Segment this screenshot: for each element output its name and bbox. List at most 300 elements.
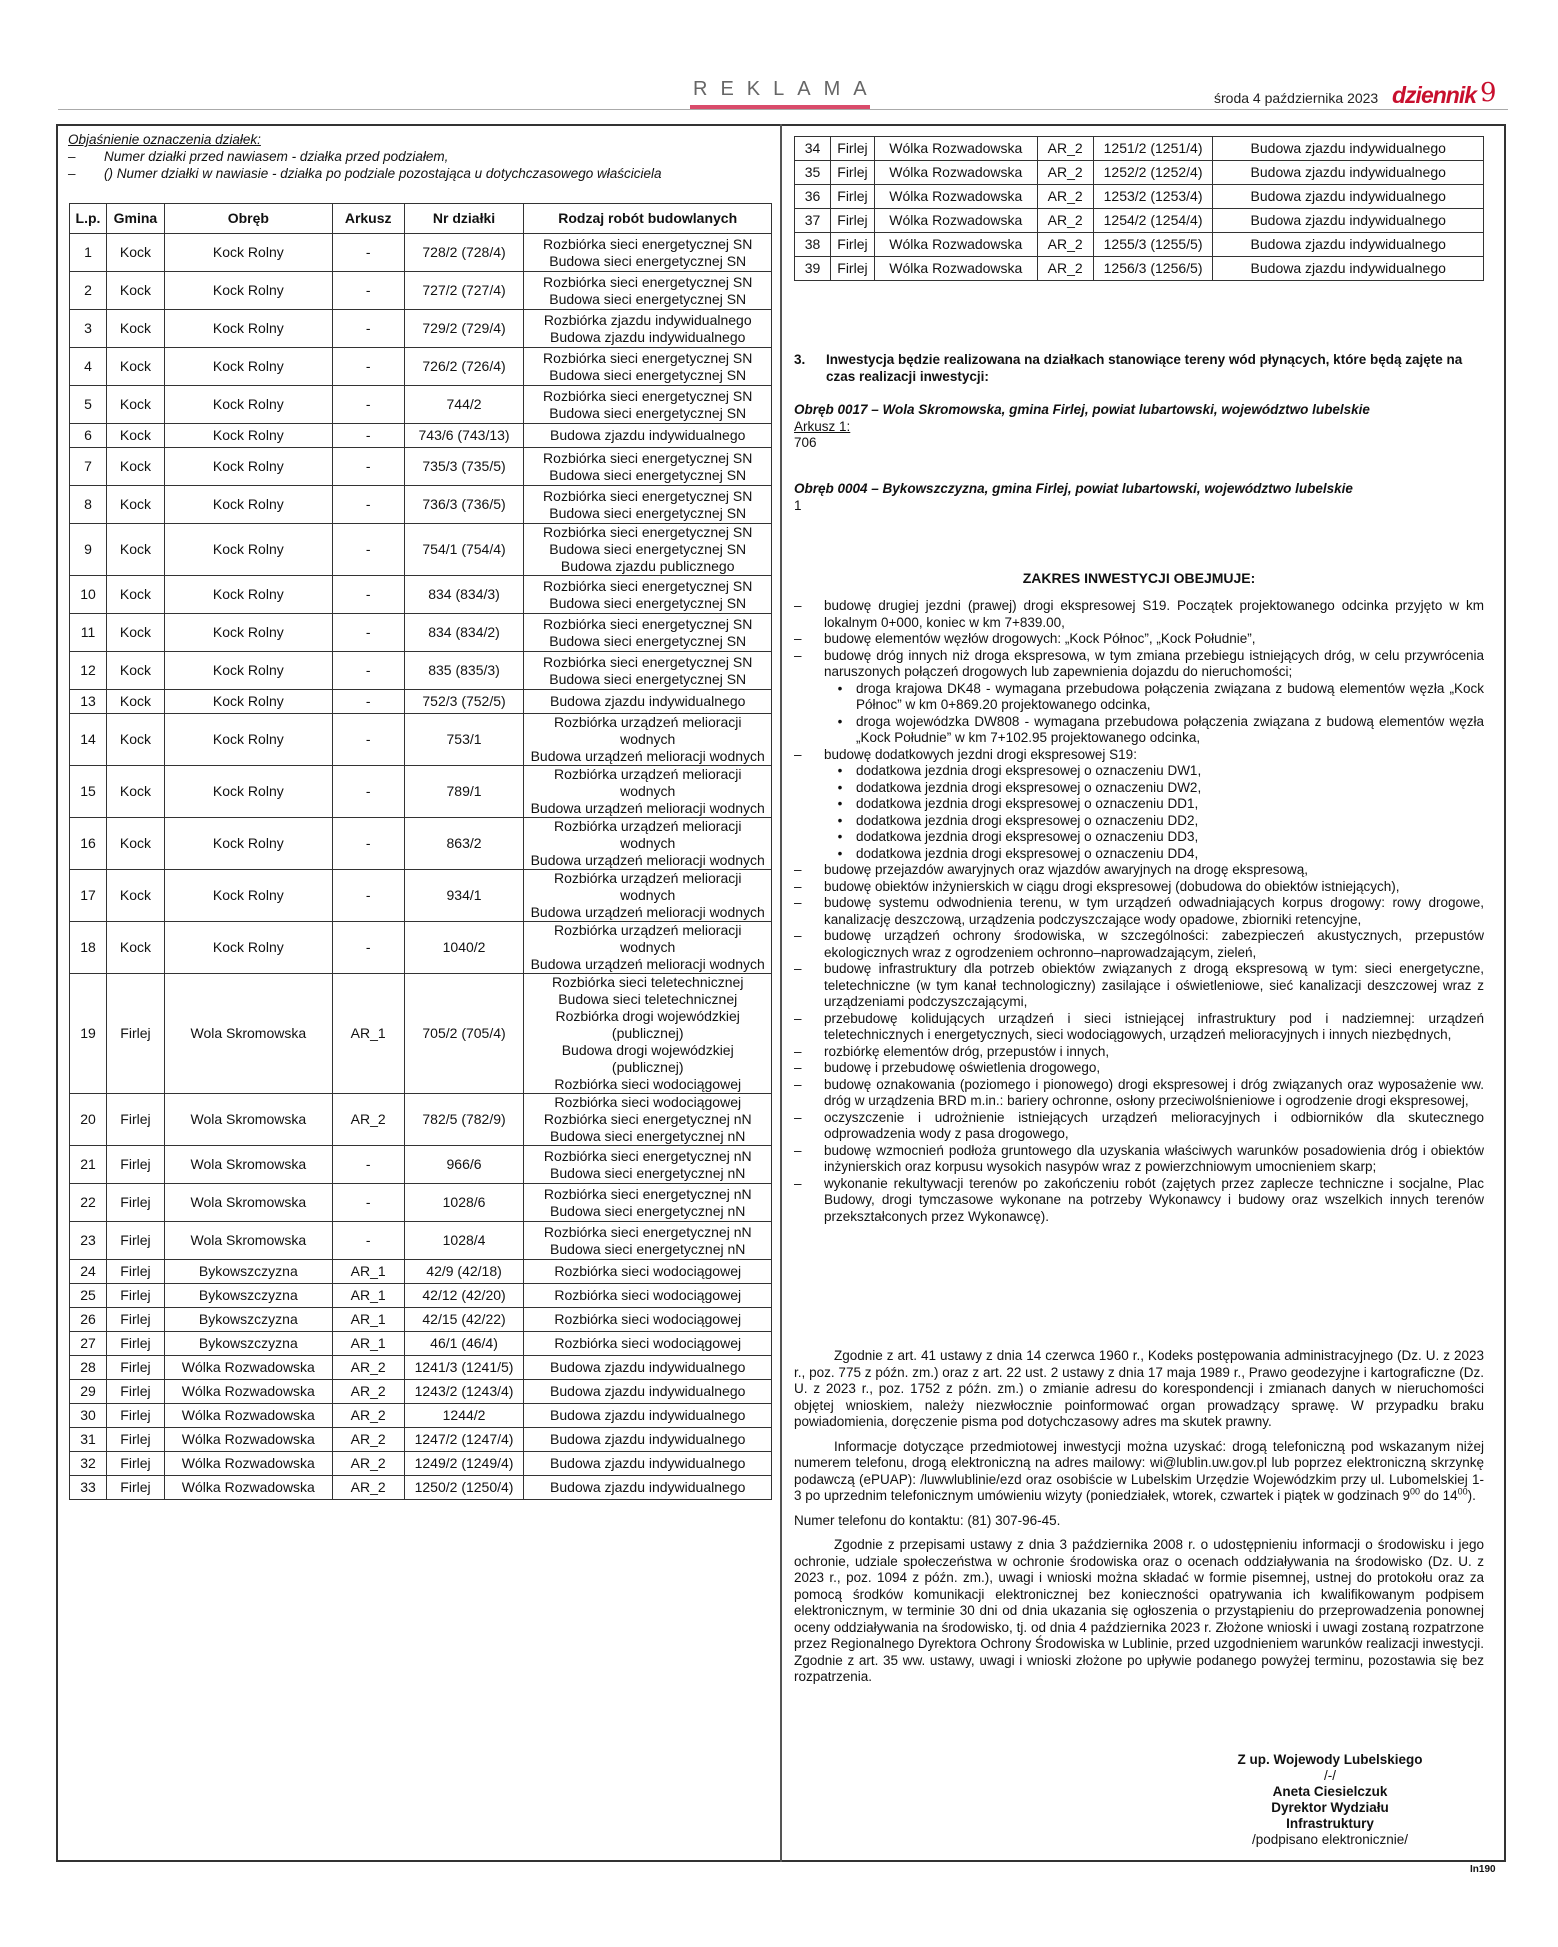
bullet-icon: • [837,763,843,778]
dash-marker: – [794,1043,802,1059]
table-cell: Rozbiórka zjazdu indywidualnego Budowa zjazdu indywidualnego [524,310,772,348]
dash-marker: – [794,1175,802,1191]
table-cell: AR_2 [332,1356,404,1380]
scope-item [794,1077,1484,1110]
table-row [70,714,772,766]
table-row [70,870,772,922]
table-cell: Rozbiórka sieci energetycznej SN Budowa sieci energetycznej SN [524,486,772,524]
table-cell: Wólka Rozwadowska [164,1452,332,1476]
table-cell: - [332,448,404,486]
table-cell: Budowa zjazdu indywidualnego [524,1380,772,1404]
table-cell: AR_2 [332,1094,404,1146]
table-cell: Rozbiórka sieci energetycznej nN Budowa sieci energetycznej nN [524,1146,772,1184]
table-cell: - [332,486,404,524]
table-row [795,257,1484,281]
table-cell: Rozbiórka sieci energetycznej SN Budowa sieci energetycznej SN [524,386,772,424]
table-cell: 42/15 (42/22) [404,1308,524,1332]
table-row [70,1380,772,1404]
table-cell: Wola Skromowska [164,1094,332,1146]
table-cell: Budowa zjazdu indywidualnego [524,690,772,714]
table-cell: 34 [795,137,831,161]
table-cell: Firlej [106,1094,164,1146]
table-row [70,576,772,614]
table-cell: Kock [106,766,164,818]
table-cell: 19 [70,974,107,1094]
signature-line: /-/ [1324,1768,1336,1783]
table-row [70,766,772,818]
table-cell: 1254/2 (1254/4) [1093,209,1213,233]
table-cell: AR_2 [332,1428,404,1452]
issue-date: środa 4 października 2023 [1214,90,1379,106]
table-cell: - [332,310,404,348]
scope-item [794,648,1484,681]
ad-code: In190 [1470,1864,1496,1875]
table-cell: - [332,1222,404,1260]
table-row [70,310,772,348]
table-cell: Kock [106,690,164,714]
table-cell: Wólka Rozwadowska [164,1380,332,1404]
bullet-icon: • [837,796,843,811]
table-cell: Firlej [830,233,874,257]
table-cell: - [332,576,404,614]
table-cell: Rozbiórka urządzeń melioracji wodnych Budowa urządzeń melioracji wodnych [524,766,772,818]
bullet-icon: • [837,713,843,729]
paragraph-environment: Zgodnie z przepisami ustawy z dnia 3 października 2008 r. o udostępnieniu informacji o środowisku i jego ochronie, udziale społeczeństwa w ochronie środowiska oraz o ocenach oddziaływania na środowisko (Dz. U. z 2023 r., poz. 1094 z późn. zm.), uwagi i wnioski można składać w formie pisemnej, ustnej do protokołu oraz za pomocą środków komunikacji elektronicznej bez konieczności opatrywania ich kwalifikowanym podpisem elektronicznym, w terminie 30 dni od dnia ukazania się ogłoszenia o przystąpieniu do przeprowadzenia ponownej oceny oddziaływania na środowisko, tj. od dnia 4 października 2023 r. Złożone wnioski i uwagi zostaną rozpatrzone przez Regionalnego Dyrektora Ochrony Środowiska w Lublinie, przed uzgodnieniem warunków realizacji inwestycji. Zgodnie z art. 35 ww. ustawy, uwagi i wnioski złożone po upływie podanego powyżej terminu, pozostawia się bez rozpatrzenia. [794,1537,1484,1684]
table-cell: 1247/2 (1247/4) [404,1428,524,1452]
table-cell: Kock [106,524,164,576]
table-cell: 1252/2 (1252/4) [1093,161,1213,185]
table-cell: 38 [795,233,831,257]
scope-item-text: rozbiórkę elementów dróg, przepustów i innych, [824,1043,1110,1059]
table-cell: 1028/6 [404,1184,524,1222]
table-cell: 1249/2 (1249/4) [404,1452,524,1476]
table-cell: - [332,766,404,818]
table-cell: Kock [106,310,164,348]
scope-item-text: budowę wzmocnień podłoża gruntowego dla uzyskania właściwych warunków posadowienia dróg i obiektów inżynierskich oraz korpusu wysokich nasypów wraz z powierzchniowym umocnieniem skarp; [824,1142,1484,1174]
table-row [70,690,772,714]
page-header [0,78,1558,108]
table-cell: Kock Rolny [164,690,332,714]
table-cell: Kock [106,386,164,424]
table-cell: Kock Rolny [164,766,332,818]
table-cell: AR_2 [332,1476,404,1500]
table-cell: 6 [70,424,107,448]
bullet-icon: • [837,812,843,828]
table-cell: Kock [106,234,164,272]
dash-marker: – [794,878,802,894]
table-row [795,185,1484,209]
table-cell: 835 (835/3) [404,652,524,690]
table-cell: Rozbiórka sieci wodociągowej Rozbiórka sieci energetycznej nN Budowa sieci energetycznej nN [524,1094,772,1146]
table-cell: 1253/2 (1253/4) [1093,185,1213,209]
table-cell: AR_2 [1037,185,1093,209]
table-cell: 8 [70,486,107,524]
table-cell: Wólka Rozwadowska [164,1404,332,1428]
table-cell: 1241/3 (1241/5) [404,1356,524,1380]
column-divider [780,124,782,1862]
table-cell: 1243/2 (1243/4) [404,1380,524,1404]
table-cell: Budowa zjazdu indywidualnego [1213,233,1484,257]
table-cell: - [332,870,404,922]
dash-marker: – [794,631,802,646]
table-cell: - [332,234,404,272]
table-cell: 24 [70,1260,107,1284]
scope-item-text: budowę dróg innych niż droga ekspresowa, w tym zmiana przebiegu istniejących dróg, w celu przywrócenia naruszonych połączeń drogowych lub zapewnienia dojazdu do nieruchomości; [824,647,1484,679]
table-cell: 30 [70,1404,107,1428]
signature-line: Aneta Ciesielczuk [1272,1784,1388,1799]
table-cell: Kock [106,652,164,690]
table-cell: 29 [70,1380,107,1404]
table-row [70,348,772,386]
table-cell: AR_2 [332,1404,404,1428]
table-cell: Rozbiórka sieci energetycznej SN Budowa sieci energetycznej SN [524,348,772,386]
table-cell: Rozbiórka sieci energetycznej nN Budowa sieci energetycznej nN [524,1184,772,1222]
table-cell: Firlej [106,1284,164,1308]
table-cell: AR_2 [1037,209,1093,233]
signature-line: /podpisano elektronicznie/ [1251,1832,1409,1847]
table-cell: Rozbiórka sieci wodociągowej [524,1332,772,1356]
table-cell: Wólka Rozwadowska [874,209,1037,233]
scope-item-text: przebudowę kolidujących urządzeń i sieci istniejącej infrastruktury pod i nadziemnej: urządzeń teletechnicznych i energetycznych, sieci wodociągowych, urządzeń melioracyjnych i innych niezbędnych, [824,1010,1484,1042]
table-cell: 834 (834/3) [404,576,524,614]
sheet-label: Arkusz 1: [794,418,851,434]
table-row [70,1404,772,1428]
table-cell: 728/2 (728/4) [404,234,524,272]
table-cell: 16 [70,818,107,870]
table-row [70,974,772,1094]
scope-item-text: budowę dodatkowych jezdni drogi ekspresowej S19: [824,746,1137,762]
header-rule [58,109,1508,110]
table-cell: Wólka Rozwadowska [874,257,1037,281]
table-cell: 5 [70,386,107,424]
table-row [70,1094,772,1146]
table-cell: Kock [106,272,164,310]
table-cell: Kock Rolny [164,524,332,576]
obreb-block-2 [794,481,1484,514]
scope-item [794,1110,1484,1143]
table-cell: 1 [70,234,107,272]
table-cell: Rozbiórka sieci teletechnicznej Budowa sieci teletechnicznej Rozbiórka drogi wojewódzkiej (publicznej) Budowa drogi wojewódzkiej (publicznej) Rozbiórka sieci wodociągowej [524,974,772,1094]
table-cell: Firlej [106,974,164,1094]
table-cell: 18 [70,922,107,974]
table-cell: 735/3 (735/5) [404,448,524,486]
dash-marker: – [794,598,802,613]
scope-item-text: budowę oznakowania (poziomego i pionowego) drogi ekspresowej i dróg związanych oraz wyposażenie ww. dróg w urządzenia BRD m.in.: bariery ochronne, osłony przeciwolśnieniowe i ogrodzenie drogi ekspresowej, [824,1076,1484,1108]
table-cell: 2 [70,272,107,310]
scope-list [794,598,1484,1225]
table-cell: Kock Rolny [164,922,332,974]
table-cell: Rozbiórka sieci energetycznej SN Budowa sieci energetycznej SN [524,652,772,690]
table-cell: 13 [70,690,107,714]
table-cell: 12 [70,652,107,690]
table-cell: 863/2 [404,818,524,870]
table-row [70,272,772,310]
scope-subitem [794,796,1484,813]
section-text: Inwestycja będzie realizowana na działkach stanowiące tereny wód płynących, które będą zajęte na czas realizacji inwestycji: [826,352,1463,384]
table-cell: 727/2 (727/4) [404,272,524,310]
table-cell: Budowa zjazdu indywidualnego [1213,209,1484,233]
table-cell: Budowa zjazdu indywidualnego [524,1476,772,1500]
table-row [70,386,772,424]
table-cell: - [332,714,404,766]
table-cell: Rozbiórka sieci energetycznej SN Budowa sieci energetycznej SN [524,614,772,652]
table-cell: 9 [70,524,107,576]
section-label: REKLAMA [693,78,880,100]
scope-item-text: budowę obiektów inżynierskich w ciągu drogi ekspresowej (dobudowa do obiektów istniejących), [824,878,1400,894]
scope-subitem-text: droga wojewódzka DW808 - wymagana przebudowa połączenia związana z budową elementów węzła „Kock Południe” w km 7+102.95 projektowanego odcinka, [856,713,1484,745]
table-cell: Firlej [106,1452,164,1476]
table-cell: Rozbiórka sieci energetycznej SN Budowa sieci energetycznej SN [524,448,772,486]
table-row [70,1428,772,1452]
table-cell: Kock Rolny [164,870,332,922]
table-cell: Rozbiórka sieci energetycznej SN Budowa sieci energetycznej SN [524,234,772,272]
table-cell: Budowa zjazdu indywidualnego [524,1452,772,1476]
table-cell: Kock [106,870,164,922]
table-cell: Kock [106,486,164,524]
table-row [70,1308,772,1332]
scope-item [794,961,1484,1011]
table-cell: Bykowszczyzna [164,1308,332,1332]
table-cell: Wola Skromowska [164,1222,332,1260]
scope-item [794,747,1484,764]
table-cell: Firlej [106,1308,164,1332]
table-cell: 25 [70,1284,107,1308]
table-cell: 1256/3 (1256/5) [1093,257,1213,281]
table-cell: 743/6 (743/13) [404,424,524,448]
section-3 [794,352,1484,385]
bullet-icon: • [837,779,843,795]
table-cell: 744/2 [404,386,524,424]
table-cell: Rozbiórka sieci energetycznej SN Budowa sieci energetycznej SN Budowa zjazdu publicznego [524,524,772,576]
table-cell: 17 [70,870,107,922]
legend-line: – () Numer działki w nawiasie - działka po podziale pozostająca u dotychczasowego właściciela [68,166,662,181]
table-cell: AR_2 [1037,161,1093,185]
table-cell: 33 [70,1476,107,1500]
notice-paragraphs [794,1348,1484,1694]
table-cell: 15 [70,766,107,818]
table-cell: 35 [795,161,831,185]
table-row [70,486,772,524]
table-cell: 14 [70,714,107,766]
scope-title: ZAKRES INWESTYCJI OBEJMUJE: [1022,570,1256,586]
scope-item-text: budowę i przebudowę oświetlenia drogowego, [824,1060,1101,1075]
table-cell: Kock [106,714,164,766]
table-cell: Wólka Rozwadowska [164,1356,332,1380]
table-cell: 3 [70,310,107,348]
obreb-title: Obręb 0017 – Wola Skromowska, gmina Firlej, powiat lubartowski, województwo lubelskie [794,402,1370,417]
table-row [70,448,772,486]
scope-item-text: budowę elementów węzłów drogowych: „Kock Północ”, „Kock Południe”, [824,631,1256,646]
table-cell: Kock [106,576,164,614]
table-cell: 1244/2 [404,1404,524,1428]
dash-marker: – [794,895,802,910]
scope-item [794,895,1484,928]
table-cell: Wólka Rozwadowska [874,185,1037,209]
table-cell: Wólka Rozwadowska [874,161,1037,185]
col-header: Obręb [164,204,332,234]
legend-title: Objaśnienie oznaczenia działek: [68,132,261,147]
scope-item [794,879,1484,896]
table-cell: Budowa zjazdu indywidualnego [524,1404,772,1428]
scope-item [794,598,1484,631]
table-cell: Firlej [106,1332,164,1356]
table-cell: Firlej [106,1146,164,1184]
table-row [70,1222,772,1260]
col-header: Arkusz [332,204,404,234]
scope-subitem-text: dodatkowa jezdnia drogi ekspresowej o oznaczeniu DW1, [856,763,1202,778]
plots-table-left [69,203,772,1500]
table-cell: 729/2 (729/4) [404,310,524,348]
table-cell: 23 [70,1222,107,1260]
legend-line: – Numer działki przed nawiasem - działka przed podziałem, [68,149,449,164]
signature-line: Dyrektor Wydziału [1271,1800,1389,1815]
table-cell: 754/1 (754/4) [404,524,524,576]
table-cell: Firlej [106,1260,164,1284]
table-cell: Firlej [830,137,874,161]
table-cell: 1251/2 (1251/4) [1093,137,1213,161]
table-cell: Firlej [106,1404,164,1428]
scope-item [794,862,1484,879]
scope-item [794,1060,1484,1077]
phone-line: Numer telefonu do kontaktu: (81) 307-96-45. [794,1512,1061,1528]
table-cell: Budowa zjazdu indywidualnego [524,424,772,448]
table-cell: 726/2 (726/4) [404,348,524,386]
table-row [70,1452,772,1476]
table-cell: Bykowszczyzna [164,1260,332,1284]
table-cell: AR_2 [1037,257,1093,281]
bullet-icon: • [837,680,843,696]
table-cell: Firlej [106,1428,164,1452]
table-row [70,922,772,974]
table-cell: Budowa zjazdu indywidualnego [524,1356,772,1380]
scope-subitem-text: dodatkowa jezdnia drogi ekspresowej o oznaczeniu DD1, [856,796,1199,811]
col-header: Gmina [106,204,164,234]
table-cell: Firlej [106,1222,164,1260]
scope-item-text: budowę systemu odwodnienia terenu, w tym urządzeń odwadniających korpus drogowy: rowy drogowe, kanalizację deszczową, urządzenia podczyszczające wody opadowe, zbiorniki retencyjne, [824,895,1484,927]
table-header-row [70,204,772,234]
table-cell: Bykowszczyzna [164,1284,332,1308]
table-cell: Wólka Rozwadowska [874,137,1037,161]
table-row [795,233,1484,257]
table-cell: Kock Rolny [164,714,332,766]
table-cell: 31 [70,1428,107,1452]
table-cell: AR_2 [1037,137,1093,161]
table-cell: 966/6 [404,1146,524,1184]
scope-item [794,928,1484,961]
table-cell: Rozbiórka sieci energetycznej SN Budowa sieci energetycznej SN [524,272,772,310]
table-cell: Kock Rolny [164,486,332,524]
dash-marker: – [794,746,802,762]
dash-marker: – [794,862,802,877]
table-cell: 11 [70,614,107,652]
table-cell: Rozbiórka urządzeń melioracji wodnych Budowa urządzeń melioracji wodnych [524,870,772,922]
scope-subitem [794,846,1484,863]
table-row [70,524,772,576]
table-cell: 1040/2 [404,922,524,974]
table-cell: 42/12 (42/20) [404,1284,524,1308]
table-cell: Kock Rolny [164,272,332,310]
table-cell: 39 [795,257,831,281]
scope-subitem [794,780,1484,797]
table-cell: 26 [70,1308,107,1332]
table-cell: Wólka Rozwadowska [164,1476,332,1500]
table-cell: - [332,386,404,424]
table-cell: Rozbiórka sieci energetycznej nN Budowa sieci energetycznej nN [524,1222,772,1260]
table-cell: Wólka Rozwadowska [874,233,1037,257]
table-cell: - [332,614,404,652]
table-cell: - [332,922,404,974]
table-cell: 32 [70,1452,107,1476]
scope-item-text: budowę drugiej jezdni (prawej) drogi ekspresowej S19. Początek projektowanego odcinka przyjęto w km lokalnym 0+000, koniec w km 7+839.00, [824,598,1484,630]
table-cell: Budowa zjazdu indywidualnego [524,1428,772,1452]
dash-marker: – [794,1109,802,1125]
table-cell: Kock Rolny [164,234,332,272]
table-row [795,209,1484,233]
scope-item-text: budowę infrastruktury dla potrzeb obiektów związanych z drogą ekspresową w tym: sieci energetyczne, teletechniczne (w tym kanał technologiczny) zasilające i oświetleniowe, sieć kanalizacji deszczowej wraz z urządzeniami podczyszczającymi, [824,961,1484,1009]
col-header: Nr działki [404,204,524,234]
table-row [70,652,772,690]
scope-item [794,1176,1484,1226]
table-cell: AR_1 [332,1284,404,1308]
table-cell: 10 [70,576,107,614]
table-cell: Rozbiórka sieci wodociągowej [524,1308,772,1332]
table-cell: Kock [106,424,164,448]
table-cell: Wola Skromowska [164,1184,332,1222]
table-row [795,137,1484,161]
brand-logo: dziennik [1392,82,1477,108]
table-cell: 789/1 [404,766,524,818]
table-cell: 834 (834/2) [404,614,524,652]
scope-item [794,1143,1484,1176]
paragraph-kpa: Zgodnie z art. 41 ustawy z dnia 14 czerwca 1960 r., Kodeks postępowania administracyjnego (Dz. U. z 2023 r., poz. 775 z późn. zm.) oraz z art. 22 ust. 2 ustawy z dnia 17 maja 1989 r., Prawo geodezyjne i kartograficzne (Dz. U. z 2023 r., poz. 1752 z późn. zm.) o zmianie adresu do korespondencji i zmianach danych w nieruchomości objętej wnioskiem, należy niezwłocznie poinformować organ prowadzący sprawę. W przypadku braku powiadomienia, doręczenie pisma pod dotychczasowy adres ma skutek prawny. [794,1348,1484,1429]
table-cell: Kock [106,818,164,870]
dash-marker: – [794,1142,802,1158]
scope-subitem [794,681,1484,714]
dash-marker: – [794,1010,802,1026]
scope-item-text: wykonanie rekultywacji terenów po zakończeniu robót (zajętych przez zaplecze techniczne i socjalne, Plac Budowy, drogi tymczasowe wykonane na potrzeby Wykonawcy i budowy oraz wszelkich innych terenów przekształconych przez Wykonawcę). [824,1175,1484,1224]
table-cell: 7 [70,448,107,486]
section-number: 3. [794,352,806,367]
table-cell: 21 [70,1146,107,1184]
dash-marker: – [794,647,802,663]
table-cell: 1255/3 (1255/5) [1093,233,1213,257]
table-cell: 4 [70,348,107,386]
table-cell: - [332,1184,404,1222]
table-cell: Budowa zjazdu indywidualnego [1213,257,1484,281]
scope-item [794,631,1484,648]
bullet-icon: • [837,829,843,844]
table-cell: Kock [106,348,164,386]
table-row [70,1284,772,1308]
legend [68,131,662,182]
col-header: Rodzaj robót budowlanych [524,204,772,234]
table-row [70,1476,772,1500]
table-row [70,1356,772,1380]
table-cell: 1028/4 [404,1222,524,1260]
table-cell: Rozbiórka sieci wodociągowej [524,1284,772,1308]
table-row [795,161,1484,185]
table-cell: 27 [70,1332,107,1356]
table-cell: - [332,524,404,576]
table-cell: - [332,348,404,386]
table-row [70,818,772,870]
table-cell: - [332,652,404,690]
table-cell: 42/9 (42/18) [404,1260,524,1284]
table-cell: 37 [795,209,831,233]
table-cell: AR_2 [332,1452,404,1476]
table-cell: 782/5 (782/9) [404,1094,524,1146]
table-cell: Firlej [106,1476,164,1500]
